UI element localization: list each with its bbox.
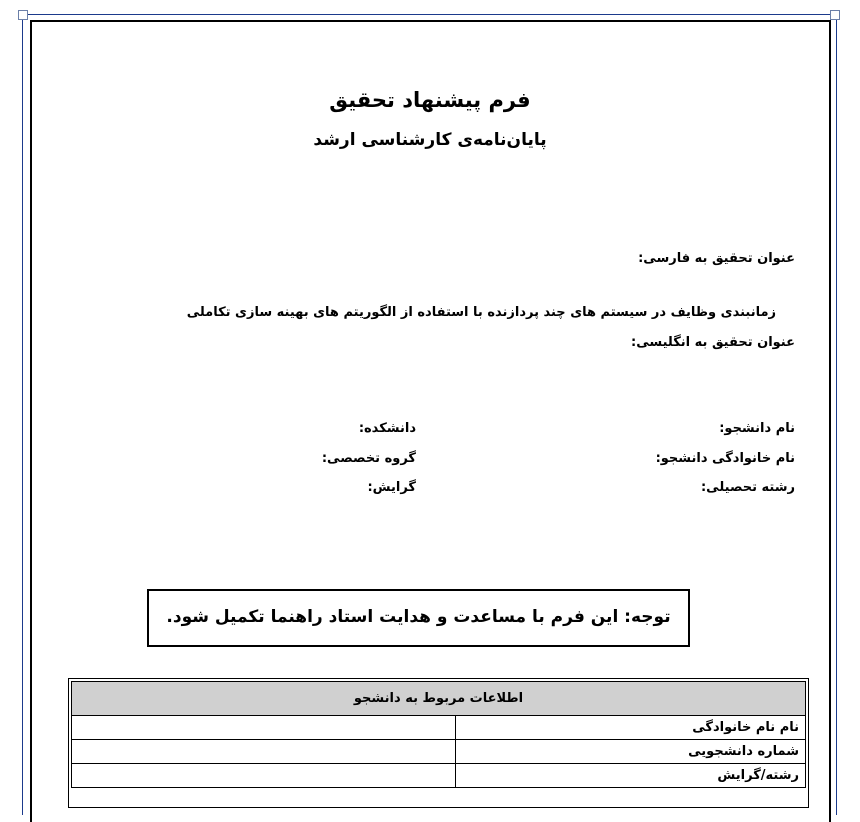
notice-box: توجه: این فرم با مساعدت و هدایت استاد راهنما تکمیل شود. [147, 589, 690, 647]
row-value-field[interactable] [72, 716, 456, 740]
faculty-label: دانشکده: [358, 421, 416, 436]
form-title: فرم پیشنهاد تحقیق [329, 88, 531, 112]
student-family-label: نام خانوادگی دانشجو: [655, 451, 795, 466]
row-value-field[interactable] [72, 740, 456, 764]
group-label: گروه تخصصی: [321, 451, 416, 466]
persian-title-value: زمانبندی وظایف در سیستم های چند پردازنده با استفاده از الگوریتم های بهینه سازی تکاملی [186, 305, 776, 320]
table-row [72, 740, 806, 764]
table-row [72, 716, 806, 740]
persian-title-label: عنوان تحقیق به فارسی: [638, 251, 795, 266]
student-info-table [71, 681, 806, 788]
row-label: شماره دانشجویی [456, 740, 806, 764]
table-row [72, 764, 806, 788]
major-label: رشته تحصیلی: [700, 480, 795, 495]
row-value-field[interactable] [72, 764, 456, 788]
orientation-label: گرایش: [367, 480, 416, 495]
corner-handle-left [18, 10, 28, 20]
row-label: نام نام خانوادگی [456, 716, 806, 740]
row-label: رشته/گرایش [456, 764, 806, 788]
form-subtitle: پایان‌نامه‌ی کارشناسی ارشد [313, 130, 547, 150]
table-header: اطلاعات مربوط به دانشجو [72, 682, 806, 716]
corner-handle-right [830, 10, 840, 20]
english-title-label: عنوان تحقیق به انگلیسی: [631, 335, 795, 350]
table-header-row [72, 682, 806, 716]
student-name-label: نام دانشجو: [719, 421, 795, 436]
